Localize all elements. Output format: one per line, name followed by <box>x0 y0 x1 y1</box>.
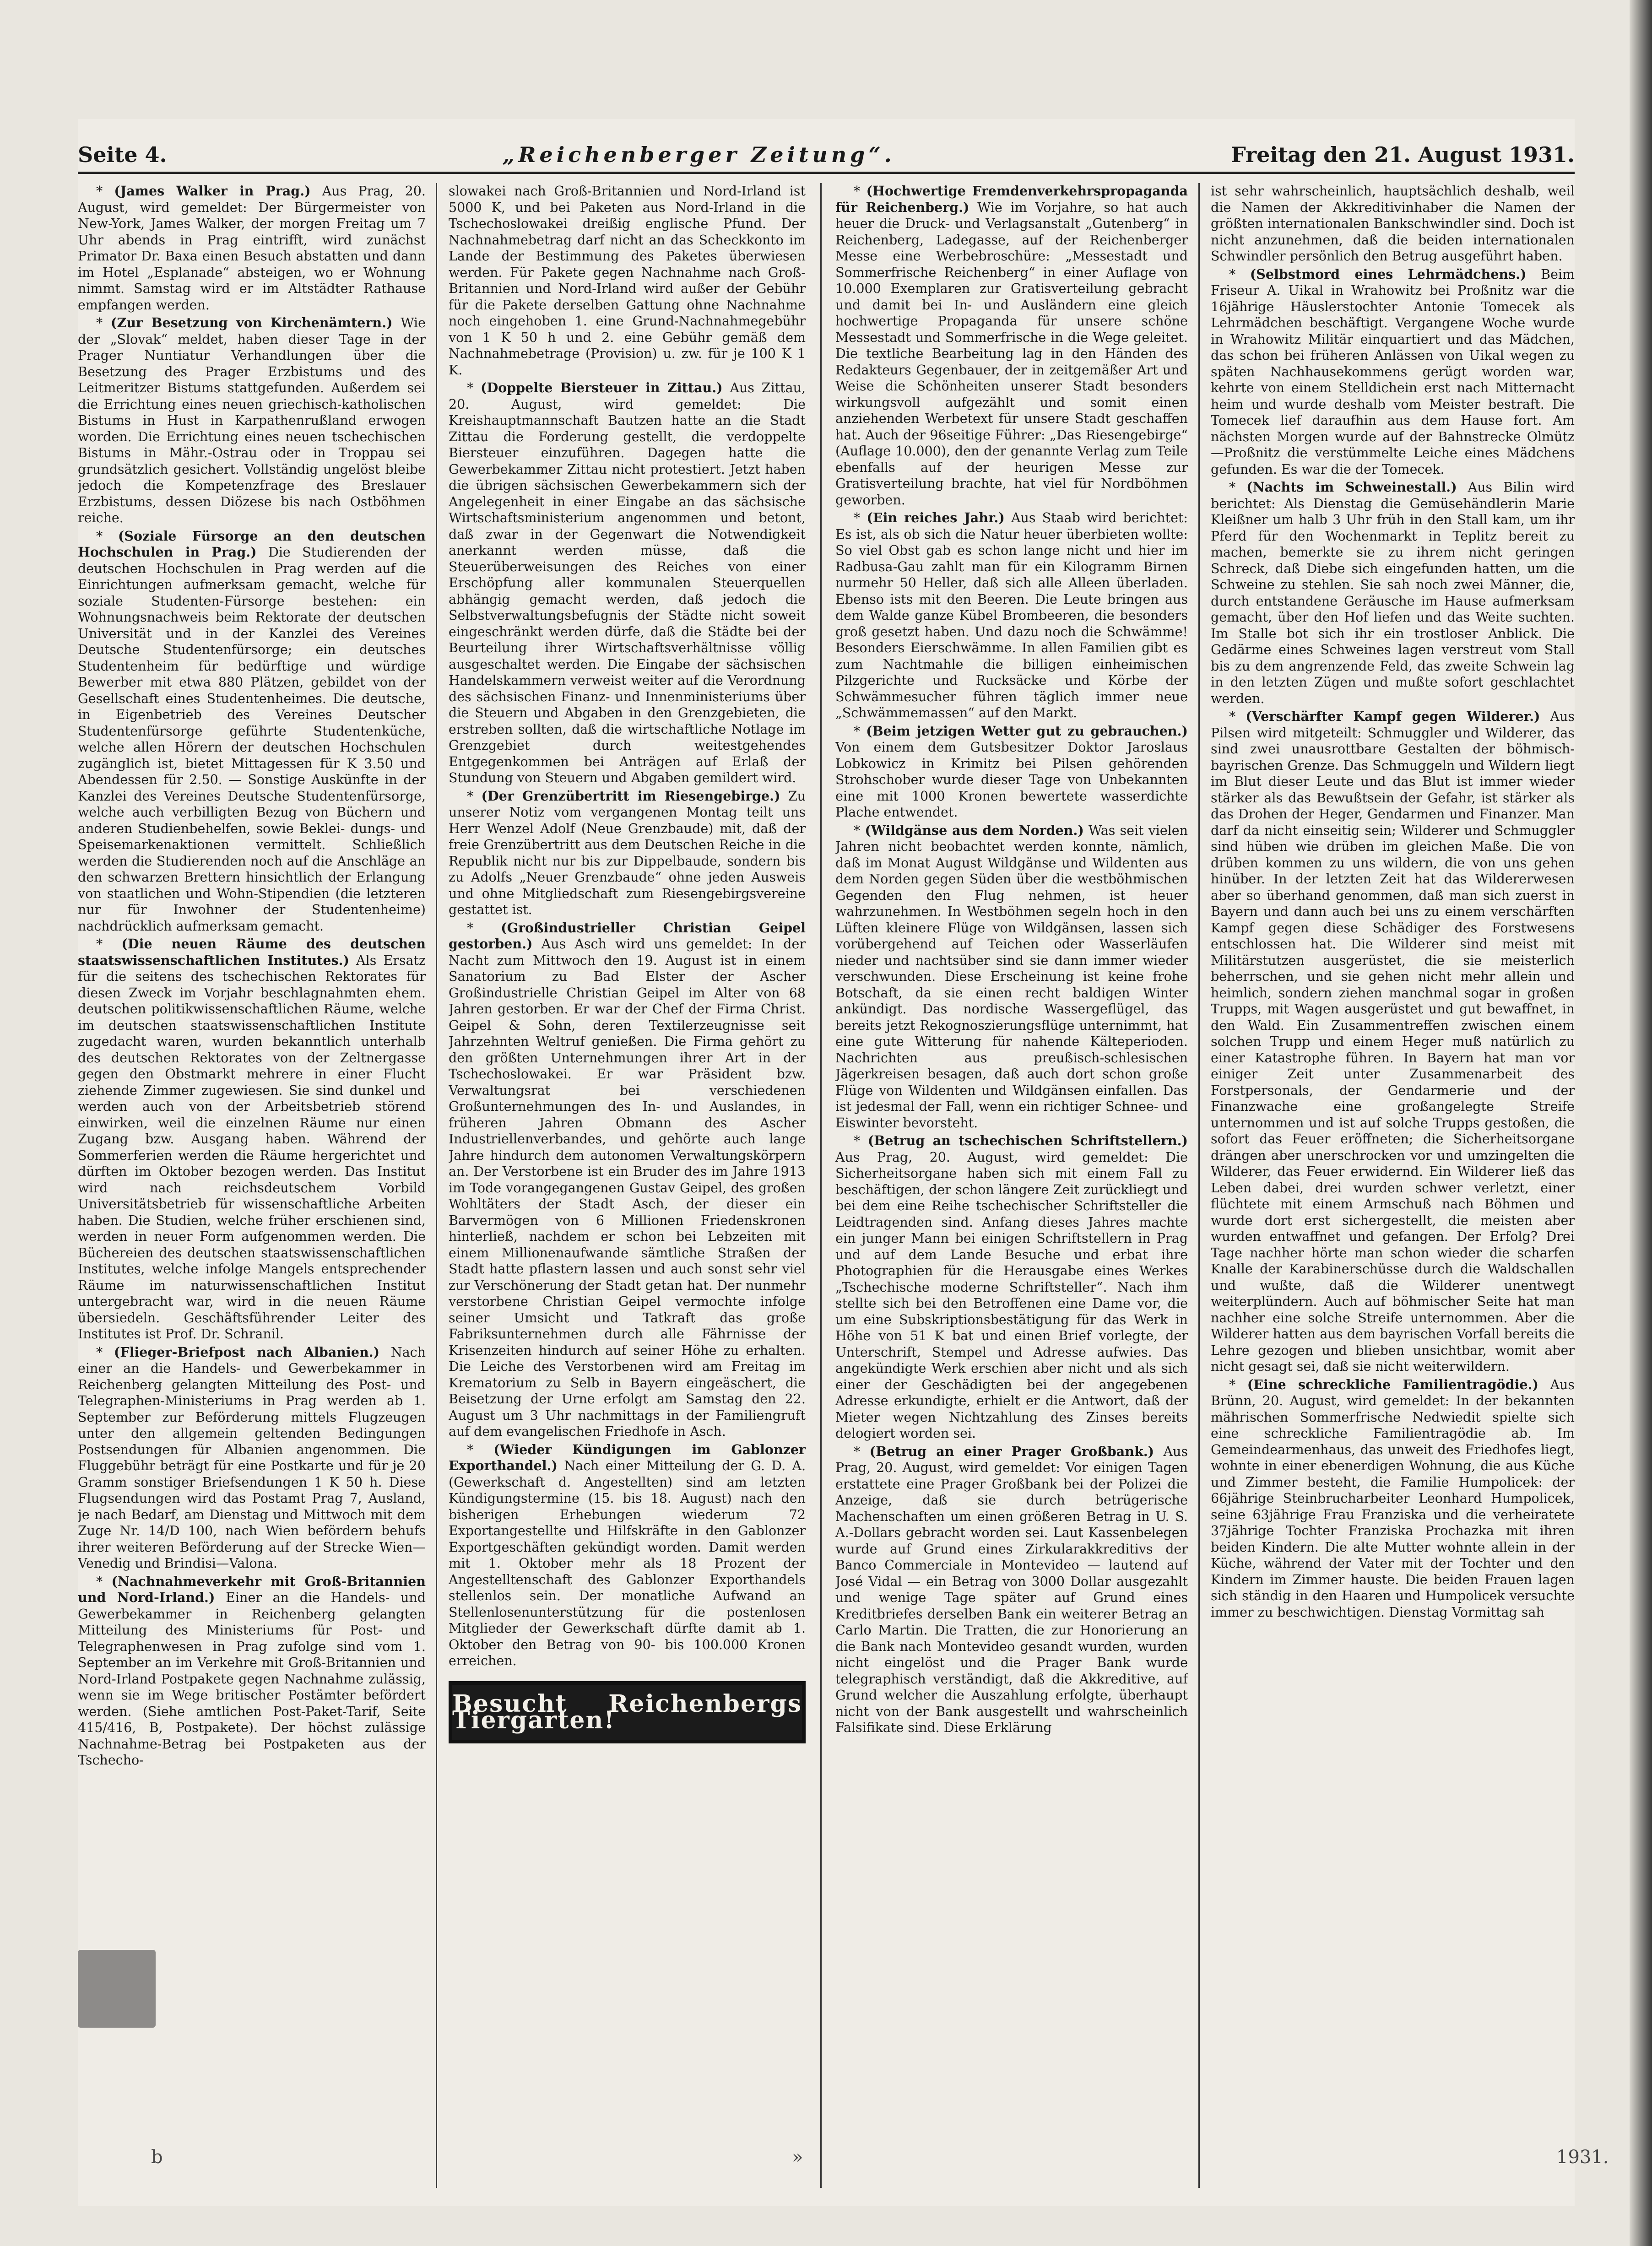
article-text: ist sehr wahrscheinlich, hauptsächlich deshalb, weil die Namen der Akkreditivinhaber die Namen der größten internationalen Bankschwindler sind. Doch ist nicht anzunehmen, daß die beiden internationalen Schwindler persönlich den Betrug ausgeführt haben. <box>1211 184 1575 264</box>
article-headline: (Ein reiches Jahr.) <box>867 510 1005 525</box>
article: * (Wildgänse aus dem Norden.) Was seit vielen Jahren nicht beobachtet werden konnte, nämlich, daß im Monat August Wildgänse und Wildenten aus dem Norden gegen Süden über die westböhmischen Gegenden den Flug nehmen, ist heuer wahrzunehmen. In Westböhmen segeln hoch in den Lüften kleinere Flüge von Wildgänsen, lassen sich vorübergehend auf Teichen oder Wasserläufen nieder und nachtsüber sind sie dann immer wieder verschwunden. Diese Erscheinung ist keine frohe Botschaft, da sie einen recht baldigen Winter ankündigt. Das nordische Wassergeflügel, das bereits jetzt Rekognoszierungsflüge unternimmt, hat eine gute Witterung für nahende Kälteperioden. Nachrichten aus preußisch-schlesischen Jägerkreisen besagen, daß auch dort schon große Flüge von Wildenten und Wildgänsen einfallen. Das ist jedesmal der Fall, wenn ein richtiger Schnee- und Eiswinter bevorsteht. <box>835 822 1188 1131</box>
ink-smudge <box>78 1950 156 2028</box>
running-head <box>78 119 1575 174</box>
article-text: Aus Brünn, 20. August, wird gemeldet: In der bekannten mährischen Sommerfrische Nedwiedit spielte sich eine schreckliche Familientragödie ab. Im Gemeindearmenhaus, das unweit des Friedhofes liegt, wohnte in einer ebenerdigen Wohnung, die aus Küche und Zimmer besteht, die Familie Humpolicek: der 66jährige Steinbrucharbeiter Leonhard Humpolicek, seine 63jährige Frau Franziska und die verheiratete 37jährige Tochter Franziska Prochazka mit ihren beiden Kindern. Die alte Mutter wohnte allein in der Küche, während der Vater mit der Tochter und den Kindern im Zimmer hauste. Die beiden Frauen lagen sich ständig in den Haaren und Humpolicek versuchte immer zu beschwichtigen. Dienstag Vormittag sah <box>1211 1377 1575 1620</box>
article: * (Beim jetzigen Wetter gut zu gebrauchen.) Von einem dem Gutsbesitzer Doktor Jaroslaus Lobkowicz in Krimitz bei Pilsen gehörenden Strohschober wurde dieser Tage von Unbekannten eine mit 1000 Kronen bewertete wasserdichte Plache entwendet. <box>835 723 1188 820</box>
article-headline: (Doppelte Biersteuer in Zittau.) <box>481 380 723 395</box>
article-text: Aus Pilsen wird mitgeteilt: Schmuggler und Wilderer, das sind zwei unausrottbare Gestalten der böhmisch-bayrischen Grenze. Das Schmuggeln und Wildern liegt im Blut dieser Leute und das Blut ist immer wieder stärker als das Bewußtsein der Gefahr, ist stärker als das Drohen der Heger, Gendarmen und Finanzer. Man darf da nicht einseitig sein; Wilderer und Schmuggler sind hüben wie drüben im gleichen Maße. Die von drüben kommen zu uns wildern, die von uns gehen hinüber. In der letzten Zeit hat das Wildererwesen aber so überhand genommen, daß man sich zuerst in Bayern und dann auch bei uns zu einem verschärften Kampf gegen diese Schädiger des Forstwesens entschlossen hat. Die Wilderer sind meist mit Militärstutzen ausgerüstet, die sie meisterlich beherrschen, und sie gehen nicht mehr allein und heimlich, sondern ziehen manchmal sogar in großen Trupps, mit Wagen ausgerüstet und gut bewaffnet, in den Wald. Ein Zusammentreffen zwischen einem solchen Trupp und einem Heger muß natürlich zu einer Katastrophe führen. In Bayern hat man vor einiger Zeit unter Zusammenarbeit des Forstpersonals, der Gendarmerie und der Finanzwache eine großangelegte Streife unternommen und ist auf solche Trupps gestoßen, die sofort das Feuer eröffneten; die Sicherheitsorgane drängen aber unerschrocken vor und umzingelten die Wilderer, das Feuer erwidernd. Ein Wilderer ließ das Leben dabei, drei wurden schwer verletzt, einer flüchtete mit einem Armschuß nach Böhmen und wurde dort erst sichergestellt, die meisten aber wurden entwaffnet und gefangen. Der Erfolg? Drei Tage nachher hörte man schon wieder die scharfen Knalle der Karabinerschüsse durch die Waldschallen und wußte, daß die Wilderer unentwegt weiterplündern. Auch auf böhmischer Seite hat man nachher eine solche Streife unternommen. Aber die Wilderer hatten aus dem bayrischen Vorfall bereits die Lehre gezogen und blieben unsichtbar, womit aber nicht gesagt sei, daß sie nicht weiterwildern. <box>1211 709 1575 1374</box>
article: * (Betrug an tschechischen Schriftstellern.) Aus Prag, 20. August, wird gemeldet: Die Sicherheitsorgane haben sich mit einem Fall zu beschäftigen, der schon längere Zeit zurückliegt und bei dem eine Reihe tschechischer Schriftsteller die Leidtragenden sind. Anfang dieses Jahres machte ein junger Mann bei einigen Schriftstellern in Prag und auf dem Lande Besuche und erbat ihre Photographien für die Herausgabe eines Werkes „Tschechische moderne Schriftsteller“. Nach ihm stellte sich bei den Betroffenen eine Dame vor, die um eine Subskriptionsbestätigung für das Werk in Höhe von 51 K bat und einen Brief vorlegte, der Unterschrift, Stempel und Adresse aufwies. Das angekündigte Werk erschien aber nicht und als sich einer der Geschädigten bei der angegebenen Adresse erkundigte, erhielt er die Antwort, daß der Mieter wegen Nichtzahlung des Zinses bereits delogiert worden sei. <box>835 1133 1188 1441</box>
article: * (Betrug an einer Prager Großbank.) Aus Prag, 20. August, wird gemeldet: Vor einigen Tagen erstattete eine Prager Großbank bei der Polizei die Anzeige, daß sie durch betrügerische Machenschaften um einen größeren Betrag in U. S. A.-Dollars gebracht worden sei. Laut Kassenbelegen wurde auf Grund eines Zirkularakkreditivs der Banco Commerciale in Montevideo — lautend auf José Vidal — ein Betrag von 3000 Dollar ausgezahlt und wenige Tage später auf Grund eines Kreditbriefes derselben Bank ein weiterer Betrag an Carlo Martin. Die Tratten, die zur Honorierung an die Bank nach Montevideo gesandt wurden, wurden nicht eingelöst und die Prager Bank wurde telegraphisch verständigt, daß die Akkreditive, auf Grund welcher die Auszahlung erfolgte, überhaupt nicht von der Bank ausgestellt und wahrscheinlich Falsifikate sind. Diese Erklärung <box>835 1443 1188 1735</box>
article-text: Nach einer Mitteilung der G. D. A. (Gewerkschaft d. Angestellten) sind am letzten Kündigungstermine (15. bis 18. August) nach den bisherigen Erhebungen wiederum 72 Exportangestellte und Hilfskräfte in den Gablonzer Exportgeschäften gekündigt worden. Damit werden mit 1. Oktober mehr als 18 Prozent der Angestelltenschaft des Gablonzer Exporthandels stellenlos sein. Der monatliche Aufwand an Stellenlosenunterstützung für die postenlosen Mitglieder der Gewerkschaft dürfte damit ab 1. Oktober den Betrag von 90- bis 100.000 Kronen erreichen. <box>449 1458 806 1668</box>
article: * (James Walker in Prag.) Aus Prag, 20. August, wird gemeldet: Der Bürgermeister von New-York, James Walker, der morgen Freitag um 7 Uhr abends in Prag eintrifft, wird zunächst Primator Dr. Baxa einen Besuch abstatten und dann im Hotel „Esplanade“ absteigen, wo er Wohnung nimmt. Samstag wird er im Altstädter Rathause empfangen werden. <box>78 183 426 313</box>
column-3 <box>835 183 1188 2188</box>
article: * (Doppelte Biersteuer in Zittau.) Aus Zittau, 20. August, wird gemeldet: Die Kreishauptmannschaft Bautzen hatte an die Stadt Zittau die Forderung gestellt, die verdoppelte Biersteuer einzuführen. Dagegen hatte die Gewerbekammer Zittau nicht protestiert. Jetzt haben die übrigen sächsischen Gewerbekammern sich der Angelegenheit in einer Eingabe an das sächsische Wirtschaftsministerium angenommen und betont, daß zwar in der Gegenwart die Notwendigkeit anerkannt werden müsse, daß die Steuerüberweisungen des Reiches von einer Erschöpfung aller kommunalen Steuerquellen abhängig gemacht werden, daß jedoch die Selbstverwaltungsbefugnis der Städte nicht soweit eingeschränkt werden dürfe, daß die Städte bei der Beurteilung ihrer Wirtschaftsverhältnisse völlig ausgeschaltet werden. Die Eingabe der sächsischen Handelskammern verweist weiter auf die Verordnung des sächsischen Finanz- und Innenministeriums über die Steuern und Abgaben in den Grenzgebieten, die erstreben sollten, daß die wirtschaftliche Notlage im Grenzgebiet durch weitestgehendes Entgegenkommen bei Anträgen auf Erlaß der Stundung von Steuern und Abgaben gemildert wird. <box>449 380 806 785</box>
column-rule <box>820 183 822 2188</box>
article-text: Von einem dem Gutsbesitzer Doktor Jaroslaus Lobkowicz in Krimitz bei Pilsen gehörenden Strohschober wurde dieser Tage von Unbekannten eine mit 1000 Kronen bewertete wasserdichte Plache entwendet. <box>835 740 1188 820</box>
article-text: Aus Prag, 20. August, wird gemeldet: Die Sicherheitsorgane haben sich mit einem Fall zu beschäftigen, der schon längere Zeit zurückliegt und bei dem eine Reihe tschechischer Schriftsteller die Leidtragenden sind. Anfang dieses Jahres machte ein junger Mann bei einigen Schriftstellern in Prag und auf dem Lande Besuche und erbat ihre Photographien für die Herausgabe eines Werkes „Tschechische moderne Schriftsteller“. Nach ihm stellte sich bei den Betroffenen eine Dame vor, die um eine Subskriptionsbestätigung für das Werk in Höhe von 51 K bat und einen Brief vorlegte, der Unterschrift, Stempel und Adresse aufwies. Das angekündigte Werk erschien aber nicht und als sich einer der Geschädigten bei der angegebenen Adresse erkundigte, erhielt er die Antwort, daß der Mieter wegen Nichtzahlung des Zinses bereits delogiert worden sei. <box>835 1149 1188 1441</box>
article-text: Was seit vielen Jahren nicht beobachtet werden konnte, nämlich, daß im Monat August Wildgänse und Wildenten aus dem Norden gegen Süden über die westböhmischen Gegenden den Flug nehmen, ist heuer wahrzunehmen. In Westböhmen segeln hoch in den Lüften kleinere Flüge von Wildgänsen, lassen sich vorübergehend auf Teichen oder Wasserläufen nieder und nachtsüber sind sie dann immer wieder verschwunden. Diese Erscheinung ist keine frohe Botschaft, da sie einen recht baldigen Winter ankündigt. Das nordische Wassergeflügel, das bereits jetzt Rekognoszierungsflüge unternimmt, hat eine gute Witterung für nahende Kälteperioden. Nachrichten aus preußisch-schlesischen Jägerkreisen besagen, daß auch dort schon große Flüge von Wildenten und Wildgänsen einfallen. Das ist jedesmal der Fall, wenn ein richtiger Schnee- und Eiswinter bevorsteht. <box>835 823 1188 1131</box>
article-headline: (Betrug an einer Prager Großbank.) <box>869 1443 1154 1459</box>
article-text: Aus Bilin wird berichtet: Als Dienstag die Gemüsehändlerin Marie Kleißner um halb 3 Uhr früh in den Stall kam, um ihr Pferd für den Wochenmarkt in Teplitz bereit zu machen, bemerkte sie zu ihrem nicht geringen Schreck, daß Diebe sich eingefunden hatten, um die Schweine zu stehlen. Sie sah noch zwei Männer, die, durch entstandene Geräusche im Hause aufmerksam gemacht, über den Hof liefen und das Weite suchten. Im Stalle bot sich ihr ein trostloser Anblick. Die Gedärme eines Schweines lagen verstreut vom Stall bis zu dem angrenzende Feld, das zweite Schwein lag in den letzten Zügen und mußte sofort geschlachtet werden. <box>1211 480 1575 706</box>
article-text: Beim Friseur A. Uikal in Wrahowitz bei Proßnitz war die 16jährige Häuslerstochter Antonie Tomecek als Lehrmädchen beschäftigt. Vergangene Woche wurde in Wrahowitz Militär einquartiert und das Mädchen, das schon bei früheren Anlässen von Uikal wegen zu späten Nachhausekommens gerügt worden war, kehrte von einem Stelldichein erst nach Mitternacht heim und wurde deshalb vom Meister bestraft. Die Tomecek lief daraufhin aus dem Hause fort. Am nächsten Morgen wurde auf der Bahnstrecke Olmütz—Proßnitz die verstümmelte Leiche eines Mädchens gefunden. Es war die der Tomecek. <box>1211 266 1575 477</box>
article-headline: (James Walker in Prag.) <box>114 183 311 199</box>
article-text: Einer an die Handels- und Gewerbekammer in Reichenberg gelangten Mitteilung des Ministeriums für Post- und Telegraphenwesen in Prag zufolge sind vom 1. September an im Verkehre mit Groß-Britannien und Nord-Irland Postpakete gegen Nachnahme zulässig, wenn sie im Wege britischer Postämter befördert werden. (Siehe amtlichen Post-Paket-Tarif, Seite 415/416, B, Postpakete). Der höchst zulässige Nachnahme-Betrag bei Postpaketen aus der Tschecho- <box>78 1590 426 1768</box>
page-edge-shadow <box>1630 0 1652 2246</box>
article: * (Zur Besetzung von Kirchenämtern.) Wie der „Slovak“ meldet, haben dieser Tage in der Prager Nuntiatur Verhandlungen über die Besetzung des Prager Erzbistums und des Leitmeritzer Bistums stattgefunden. Außerdem sei die Errichtung eines neuen griechisch-katholischen Bistums in Hust in Karpathenrußland erwogen worden. Die Errichtung eines neuen tschechischen Bistums in Mähr.-Ostrau oder in Troppau sei grundsätzlich gesichert. Vollständig ungelöst bleibe jedoch die Kompetenzfrage des Breslauer Erzbistums, dessen Diözese bis nach Ostböhmen reiche. <box>78 315 426 525</box>
article-text: Nach einer an die Handels- und Gewerbekammer in Reichenberg gelangten Mitteilung des Post- und Telegraphen-Ministeriums in Prag werden ab 1. September zur Beförderung mittels Flugzeugen unter den allgemein geltenden Bedingungen Postsendungen für Albanien angenommen. Die Fluggebühr beträgt für eine Postkarte und für je 20 Gramm sonstiger Briefsendungen 1 K 50 h. Diese Flugsendungen wird das Postamt Prag 7, Ausland, je nach Bedarf, am Dienstag und Mittwoch mit dem Zuge Nr. 14/D 100, nach Wien befördern behufs ihrer weiteren Beförderung auf der Strecke Wien—Venedig und Brindisi—Valona. <box>78 1344 426 1571</box>
article-headline: (Selbstmord eines Lehrmädchens.) <box>1250 266 1527 282</box>
article-headline: (Nachts im Schweinestall.) <box>1246 479 1457 495</box>
article-headline: (Die neuen Räume des deutschen staatswissenschaftlichen Institutes.) <box>78 936 426 968</box>
tiergarten-advertisement: Besucht Reichenbergs Tiergarten! <box>449 1681 806 1743</box>
article-text: Aus Prag, 20. August, wird gemeldet: Vor einigen Tagen erstattete eine Prager Großbank bei der Polizei die Anzeige, daß sie durch betrügerische Machenschaften um einen größeren Betrag in U. S. A.-Dollars gebracht worden sei. Laut Kassenbelegen wurde auf Grund eines Zirkularakkreditivs der Banco Commerciale in Montevideo — lautend auf José Vidal — ein Betrag von 3000 Dollar ausgezahlt und wenige Tage später auf Grund eines Kreditbriefes derselben Bank ein weiterer Betrag an Carlo Martin. Die Tratten, die zur Honorierung an die Bank nach Montevideo gesandt wurden, wurden nicht eingelöst und die Prager Bank wurde telegraphisch verständigt, daß die Akkreditive, auf Grund welcher die Auszahlung erfolgte, überhaupt nicht von der Bank ausgestellt und wahrscheinlich Falsifikate sind. Diese Erklärung <box>835 1444 1188 1735</box>
article-headline: (Wildgänse aus dem Norden.) <box>865 822 1084 838</box>
article-text: Die Studierenden der deutschen Hochschulen in Prag werden auf die Einrichtungen aufmerksam gemacht, welche für soziale Studenten-Fürsorge bestehen: ein Wohnungsnachweis beim Rektorate der deutschen Universität und in der Kanzlei des Vereines Deutsche Studentenfürsorge; ein deutsches Studentenheim für bedürftige und würdige Bewerber mit etwa 880 Plätzen, gebildet von der Gesellschaft eines Studentenheimes. Die deutsche, in Eigenbetrieb des Vereines Deutscher Studentenfürsorge geführte Studentenküche, welche allen Hörern der deutschen Hochschulen zugänglich ist, bietet Mittagessen für K 3.50 und Abendessen für 2.50. — Sonstige Auskünfte in der Kanzlei des Vereines Deutsche Studentenfürsorge, welche auch verbilligten Bezug von Büchern und anderen Studienbehelfen, sowie Beklei- dungs- und Speisemarkenaktionen vermittelt. Schließlich werden die Studierenden noch auf die Anschläge an den schwarzen Brettern hinsichtlich der Erlangung von staatlichen und Wohn-Stipendien (die letzteren nur für Inwohner der Studentenheime) nachdrücklich aufmerksam gemacht. <box>78 545 426 934</box>
article: * (Eine schreckliche Familientragödie.) Aus Brünn, 20. August, wird gemeldet: In der bekannten mährischen Sommerfrische Nedwiedit spielte sich eine schreckliche Familientragödie ab. Im Gemeindearmenhaus, das unweit des Friedhofes liegt, wohnte in einer ebenerdigen Wohnung, die aus Küche und Zimmer besteht, die Familie Humpolicek: der 66jährige Steinbrucharbeiter Leonhard Humpolicek, seine 63jährige Frau Franziska und die verheiratete 37jährige Tochter Franziska Prochazka mit ihren beiden Kindern. Die alte Mutter wohnte allein in der Küche, während der Vater mit der Tochter und den Kindern im Zimmer hauste. Die beiden Frauen lagen sich ständig in den Haaren und Humpolicek versuchte immer zu beschwichtigen. Dienstag Vormittag sah <box>1211 1376 1575 1620</box>
article-headline: (Der Grenzübertritt im Riesengebirge.) <box>481 788 780 804</box>
article-text: Wie im Vorjahre, so hat auch heuer die Druck- und Verlagsanstalt „Gutenberg“ in Reichenberg, Ladegasse, auf der Reichenberger Messe eine Werbebroschüre: „Messestadt und Sommerfrische Reichenberg“ in einer Auflage von 10.000 Exemplaren zur Gratisverteilung gebracht und damit bei In- und Ausländern eine gleich hochwertige Propaganda für unsere schöne Messestadt und Sommerfrische in die Wege geleitet. Die textliche Bearbeitung lag in den Händen des Redakteurs Gegenbauer, der in zeitgemäßer Art und Weise die Schönheiten unserer Stadt besonders wirkungsvoll aufgezählt und somit einen anziehenden Werbetext für unsere Stadt geschaffen hat. Auch der 96seitige Führer: „Das Riesengebirge“ (Auflage 10.000), den der genannte Verlag zum Teile ebenfalls auf der heurigen Messe zur Gratisverteilung brachte, hat viel für Nordböhmen geworben. <box>835 200 1188 508</box>
article-text: Als Ersatz für die seitens des tschechischen Rektorates für diesen Zweck im Vorjahr beschlagnahmten ehem. deutschen politikwissenschaftlichen Räume, welche im deutschen staatswissenschaftlichen Institute zugedacht waren, wurden bekanntlich unterhalb des deutschen Rektorates von der Zeltnergasse gegen den Obstmarkt mehrere in einer Flucht ziehende Zimmer zugewiesen. Sie sind dunkel und werden auch von der Arbeitsbetrieb störend einwirken, weil die einzelnen Räume nur einen Zugang bzw. Ausgang haben. Während der Sommerferien werden die Räume hergerichtet und dürften im Oktober bezogen werden. Das Institut wird nach reichsdeutschem Vorbild Universitätsbetrieb für wissenschaftliche Arbeiten haben. Die Studien, welche früher erschienen sind, werden in neuer Form aufgenommen werden. Die Büchereien des deutschen staatswissenschaftlichen Institutes, welche infolge Mangels entsprechender Räume im naturwissenschaftlichen Institut untergebracht war, wird in die neuen Räume übersiedeln. Geschäftsführender Leiter des Institutes ist Prof. Dr. Schranil. <box>78 953 426 1342</box>
article <box>449 183 806 378</box>
article: * (Hochwertige Fremdenverkehrspropaganda für Reichenberg.) Wie im Vorjahre, so hat auch heuer die Druck- und Verlagsanstalt „Gutenberg“ in Reichenberg, Ladegasse, auf der Reichenberger Messe eine Werbebroschüre: „Messestadt und Sommerfrische Reichenberg“ in einer Auflage von 10.000 Exemplaren zur Gratisverteilung gebracht und damit bei In- und Ausländern eine gleich hochwertige Propaganda für unsere schöne Messestadt und Sommerfrische in die Wege geleitet. Die textliche Bearbeitung lag in den Händen des Redakteurs Gegenbauer, der in zeitgemäßer Art und Weise die Schönheiten unserer Stadt besonders wirkungsvoll aufgezählt und somit einen anziehenden Werbetext für unsere Stadt geschaffen hat. Auch der 96seitige Führer: „Das Riesengebirge“ (Auflage 10.000), den der genannte Verlag zum Teile ebenfalls auf der heurigen Messe zur Gratisverteilung brachte, hat viel für Nordböhmen geworben. <box>835 183 1188 508</box>
article: * (Nachts im Schweinestall.) Aus Bilin wird berichtet: Als Dienstag die Gemüsehändlerin Marie Kleißner um halb 3 Uhr früh in den Stall kam, um ihr Pferd für den Wochenmarkt in Teplitz bereit zu machen, bemerkte sie zu ihrem nicht geringen Schreck, daß Diebe sich eingefunden hatten, um die Schweine zu stehlen. Sie sah noch zwei Männer, die, durch entstandene Geräusche im Hause aufmerksam gemacht, über den Hof liefen und das Weite suchten. Im Stalle bot sich ihr ein trostloser Anblick. Die Gedärme eines Schweines lagen verstreut vom Stall bis zu dem angrenzende Feld, das zweite Schwein lag in den letzten Zügen und mußte sofort geschlachtet werden. <box>1211 479 1575 706</box>
issue-date: Freitag den 21. August 1931. <box>1231 142 1575 167</box>
column-2 <box>449 183 806 2188</box>
article-headline: (Soziale Fürsorge an den deutschen Hochschulen in Prag.) <box>78 528 426 560</box>
column-1 <box>78 183 426 2188</box>
column-4 <box>1211 183 1575 2188</box>
footer-mark-left: b <box>151 2147 163 2168</box>
masthead-title: „Reichenberger Zeitung“. <box>502 142 895 167</box>
article-headline: (Großindustrieller Christian Geipel gestorben.) <box>449 920 806 952</box>
article-headline: (Wieder Kündigungen im Gablonzer Exporthandel.) <box>449 1441 806 1473</box>
article-headline: (Flieger-Briefpost nach Albanien.) <box>114 1344 380 1360</box>
article-text: slowakei nach Groß-Britannien und Nord-Irland ist 5000 K, und bei Paketen aus Nord-Irland in die Tschechoslowakei dreißig englische Pfund. Der Nachnahmebetrag darf nicht an das Scheckkonto im Lande der Bestimmung des Paketes überwiesen werden. Für Pakete gegen Nachnahme nach Groß-Britannien und Nord-Irland wird außer der Gebühr für die Pakete derselben Gattung ohne Nachnahme noch eingehoben 1. eine Grund-Nachnahmegebühr von 1 K 50 h und 2. eine Gebühr gemäß dem Nachnahmebetrage (Provision) u. zw. für je 100 K 1 K. <box>449 184 806 378</box>
article <box>1211 183 1575 265</box>
page-number: Seite 4. <box>78 142 167 167</box>
article-headline: (Verschärfter Kampf gegen Wilderer.) <box>1246 709 1540 724</box>
article-headline: (Zur Besetzung von Kirchenämtern.) <box>110 315 393 330</box>
article-text: Zu unserer Notiz vom vergangenen Montag teilt uns Herr Wenzel Adolf (Neue Grenzbaude) mit, daß der freie Grenzübertritt aus dem Deutschen Reiche in die Republik nicht nur bis zur Dippelbaude, sondern bis zu Adolfs „Neuer Grenzbaude“ ohne jeden Ausweis und ohne Mitgliedschaft zum Riesengebirgsvereine gestattet ist. <box>449 788 806 917</box>
article-text: Aus Prag, 20. August, wird gemeldet: Der Bürgermeister von New-York, James Walker, der morgen Freitag um 7 Uhr abends in Prag eintrifft, wird zunächst Primator Dr. Baxa einen Besuch abstatten und dann im Hotel „Esplanade“ absteigen, wo er Wohnung nimmt. Samstag wird er im Altstädter Rathause empfangen werden. <box>78 184 426 313</box>
article-text: Wie der „Slovak“ meldet, haben dieser Tage in der Prager Nuntiatur Verhandlungen über die Besetzung des Prager Erzbistums und des Leitmeritzer Bistums stattgefunden. Außerdem sei die Errichtung eines neuen griechisch-katholischen Bistums in Hust in Karpathenrußland erwogen worden. Die Errichtung eines neuen tschechischen Bistums in Mähr.-Ostrau oder in Troppau sei grundsätzlich gesichert. Vollständig ungelöst bleibe jedoch die Kompetenzfrage des Breslauer Erzbistums, dessen Diözese bis nach Ostböhmen reiche. <box>78 315 426 525</box>
article-headline: (Eine schreckliche Familientragödie.) <box>1247 1376 1538 1392</box>
article: * (Die neuen Räume des deutschen staatswissenschaftlichen Institutes.) Als Ersatz für die seitens des tschechischen Rektorates für diesen Zweck im Vorjahr beschlagnahmten ehem. deutschen politikwissenschaftlichen Räume, welche im deutschen staatswissenschaftlichen Institute zugedacht waren, wurden bekanntlich unterhalb des deutschen Rektorates von der Zeltnergasse gegen den Obstmarkt mehrere in einer Flucht ziehende Zimmer zugewiesen. Sie sind dunkel und werden auch von der Arbeitsbetrieb störend einwirken, weil die einzelnen Räume nur einen Zugang bzw. Ausgang haben. Während der Sommerferien werden die Räume hergerichtet und dürften im Oktober bezogen werden. Das Institut wird nach reichsdeutschem Vorbild Universitätsbetrieb für wissenschaftliche Arbeiten haben. Die Studien, welche früher erschienen sind, werden in neuer Form aufgenommen werden. Die Büchereien des deutschen staatswissenschaftlichen Institutes, welche infolge Mangels entsprechender Räume im naturwissenschaftlichen Institut untergebracht war, wird in die neuen Räume übersiedeln. Geschäftsführender Leiter des Institutes ist Prof. Dr. Schranil. <box>78 936 426 1342</box>
footer-mark-right: 1931. <box>1556 2147 1609 2168</box>
article-text: Aus Asch wird uns gemeldet: In der Nacht zum Mittwoch den 19. August ist in einem Sanatorium zu Bad Elster der Ascher Großindustrielle Christian Geipel im Alter von 68 Jahren gestorben. Er war der Chef der Firma Christ. Geipel & Sohn, deren Textilerzeugnisse seit Jahrzehnten Weltruf genießen. Die Firma gehört zu den größten Unternehmungen ihrer Art in der Tschechoslowakei. Er war Präsident bzw. Verwaltungsrat bei verschiedenen Großunternehmungen des In- und Auslandes, in früheren Jahren Obmann des Ascher Industriellenverbandes, und gehörte auch lange Jahre hindurch dem autonomen Verwaltungskörpern an. Der Verstorbene ist ein Bruder des im Jahre 1913 im Tode vorangegangenen Gustav Geipel, des großen Wohltäters der Stadt Asch, der dieser ein Barvermögen von 6 Millionen Friedenskronen hinterließ, nachdem er schon bei Lebzeiten mit einem Millionenaufwande sämtliche Straßen der Stadt hatte pflastern lassen und auch sonst sehr viel zur Verschönerung der Stadt getan hat. Der nunmehr verstorbene Christian Geipel vermochte infolge seiner Umsicht und Tatkraft das große Fabriksunternehmen durch alle Fährnisse der Krisenzeiten hindurch auf seiner Höhe zu erhalten. Die Leiche des Verstorbenen wird am Freitag im Krematorium zu Selb in Bayern eingeäschert, die Beisetzung der Urne erfolgt am Samstag den 22. August um 3 Uhr nachmittags in der Familiengruft auf dem evangelischen Friedhofe in Asch. <box>449 936 806 1439</box>
article: * (Ein reiches Jahr.) Aus Staab wird berichtet: Es ist, als ob sich die Natur heuer überbieten wollte: So viel Obst gab es schon lange nicht und hier im Radbusa-Gau zahlt man für ein Kilogramm Birnen nurmehr 50 Heller, daß sich alle Alleen überladen. Ebenso ists mit den Beeren. Die Leute bringen aus dem Walde ganze Kübel Brombeeren, die besonders groß gesetzt haben. Und dazu noch die Schwämme! Besonders Eierschwämme. In allen Familien gibt es zum Nachtmahle die billigen einheimischen Pilzgerichte und Rucksäcke und Körbe der Schwämmesucher führen täglich immer neue „Schwämmemassen“ auf den Markt. <box>835 510 1188 720</box>
article-headline: (Nachnahmeverkehr mit Groß-Britannien und Nord-Irland.) <box>78 1573 426 1605</box>
article-headline: (Hochwertige Fremdenverkehrspropaganda für Reichenberg.) <box>835 183 1188 215</box>
article-text: Aus Zittau, 20. August, wird gemeldet: Die Kreishauptmannschaft Bautzen hatte an die Stadt Zittau die Forderung gestellt, die verdoppelte Biersteuer einzuführen. Dagegen hatte die Gewerbekammer Zittau nicht protestiert. Jetzt haben die übrigen sächsischen Gewerbekammern sich der Angelegenheit in einer Eingabe an das sächsische Wirtschaftsministerium angenommen und betont, daß zwar in der Gegenwart die Notwendigkeit anerkannt werden müsse, daß die Steuerüberweisungen des Reiches von einer Erschöpfung aller kommunalen Steuerquellen abhängig gemacht werden, daß jedoch die Selbstverwaltungsbefugnis der Städte nicht soweit eingeschränkt werden dürfe, daß die Städte bei der Beurteilung ihrer Wirtschaftsverhältnisse völlig ausgeschaltet werden. Die Eingabe der sächsischen Handelskammern verweist weiter auf die Verordnung des sächsischen Finanz- und Innenministeriums über die Steuern und Abgaben in den Grenzgebieten, die erstreben sollten, daß die wirtschaftliche Notlage im Grenzgebiet durch weitestgehendes Entgegenkommen bei Anträgen auf Erlaß der Stundung von Steuern und Abgaben gemildert wird. <box>449 380 806 785</box>
column-rule <box>436 183 437 2188</box>
article: * (Nachnahmeverkehr mit Groß-Britannien und Nord-Irland.) Einer an die Handels- und Gewerbekammer in Reichenberg gelangten Mitteilung des Ministeriums für Post- und Telegraphenwesen in Prag zufolge sind vom 1. September an im Verkehre mit Groß-Britannien und Nord-Irland Postpakete gegen Nachnahme zulässig, wenn sie im Wege britischer Postämter befördert werden. (Siehe amtlichen Post-Paket-Tarif, Seite 415/416, B, Postpakete). Der höchst zulässige Nachnahme-Betrag bei Postpaketen aus der Tschecho- <box>78 1573 426 1768</box>
article-headline: (Beim jetzigen Wetter gut zu gebrauchen.) <box>866 723 1188 739</box>
article-text: Aus Staab wird berichtet: Es ist, als ob sich die Natur heuer überbieten wollte: So viel Obst gab es schon lange nicht und hier im Radbusa-Gau zahlt man für ein Kilogramm Birnen nurmehr 50 Heller, daß sich alle Alleen überladen. Ebenso ists mit den Beeren. Die Leute bringen aus dem Walde ganze Kübel Brombeeren, die besonders groß gesetzt haben. Und dazu noch die Schwämme! Besonders Eierschwämme. In allen Familien gibt es zum Nachtmahle die billigen einheimischen Pilzgerichte und Rucksäcke und Körbe der Schwämmesucher führen täglich immer neue „Schwämmemassen“ auf den Markt. <box>835 510 1188 720</box>
column-rule <box>1198 183 1200 2188</box>
newspaper-page <box>78 119 1575 2206</box>
article: * (Verschärfter Kampf gegen Wilderer.) Aus Pilsen wird mitgeteilt: Schmuggler und Wilderer, das sind zwei unausrottbare Gestalten der böhmisch-bayrischen Grenze. Das Schmuggeln und Wildern liegt im Blut dieser Leute und das Blut ist immer wieder stärker als das Bewußtsein der Gefahr, ist stärker als das Drohen der Heger, Gendarmen und Finanzer. Man darf da nicht einseitig sein; Wilderer und Schmuggler sind hüben wie drüben im gleichen Maße. Die von drüben kommen zu uns wildern, die von uns gehen hinüber. In der letzten Zeit hat das Wildererwesen aber so überhand genommen, daß man sich zuerst in Bayern und dann auch bei uns zu einem verschärften Kampf gegen diese Schädiger des Forstwesens entschlossen hat. Die Wilderer sind meist mit Militärstutzen ausgerüstet, die sie meisterlich beherrschen, und sie gehen nicht mehr allein und heimlich, sondern ziehen manchmal sogar in großen Trupps, mit Wagen ausgerüstet und gut bewaffnet, in den Wald. Ein Zusammentreffen zwischen einem solchen Trupp und einem Heger muß natürlich zu einer Katastrophe führen. In Bayern hat man vor einiger Zeit unter Zusammenarbeit des Forstpersonals, der Gendarmerie und der Finanzwache eine großangelegte Streife unternommen und ist auf solche Trupps gestoßen, die sofort das Feuer eröffneten; die Sicherheitsorgane drängen aber unerschrocken vor und umzingelten die Wilderer, das Feuer erwidernd. Ein Wilderer ließ das Leben dabei, drei wurden schwer verletzt, einer flüchtete mit einem Armschuß nach Böhmen und wurde dort erst sichergestellt, die meisten aber wurden entwaffnet und gefangen. Der Erfolg? Drei Tage nachher hörte man schon wieder die scharfen Knalle der Karabinerschüsse durch die Waldschallen und wußte, daß die Wilderer unentwegt weiterplündern. Auch auf böhmischer Seite hat man nachher eine solche Streife unternommen. Aber die Wilderer hatten aus dem bayrischen Vorfall bereits die Lehre gezogen und blieben unsichtbar, womit aber nicht gesagt sei, daß sie nicht weiterwildern. <box>1211 709 1575 1374</box>
article-headline: (Betrug an tschechischen Schriftstellern.) <box>867 1133 1188 1148</box>
article: * (Selbstmord eines Lehrmädchens.) Beim Friseur A. Uikal in Wrahowitz bei Proßnitz war die 16jährige Häuslerstochter Antonie Tomecek als Lehrmädchen beschäftigt. Vergangene Woche wurde in Wrahowitz Militär einquartiert und das Mädchen, das schon bei früheren Anlässen von Uikal wegen zu späten Nachhausekommens gerügt worden war, kehrte von einem Stelldichein erst nach Mitternacht heim und wurde deshalb vom Meister bestraft. Die Tomecek lief daraufhin aus dem Hause fort. Am nächsten Morgen wurde auf der Bahnstrecke Olmütz—Proßnitz die verstümmelte Leiche eines Mädchens gefunden. Es war die der Tomecek. <box>1211 266 1575 477</box>
footer-mark-center: » <box>792 2147 803 2168</box>
article: * (Großindustrieller Christian Geipel gestorben.) Aus Asch wird uns gemeldet: In der Nacht zum Mittwoch den 19. August ist in einem Sanatorium zu Bad Elster der Ascher Großindustrielle Christian Geipel im Alter von 68 Jahren gestorben. Er war der Chef der Firma Christ. Geipel & Sohn, deren Textilerzeugnisse seit Jahrzehnten Weltruf genießen. Die Firma gehört zu den größten Unternehmungen ihrer Art in der Tschechoslowakei. Er war Präsident bzw. Verwaltungsrat bei verschiedenen Großunternehmungen des In- und Auslandes, in früheren Jahren Obmann des Ascher Industriellenverbandes, und gehörte auch lange Jahre hindurch dem autonomen Verwaltungskörpern an. Der Verstorbene ist ein Bruder des im Jahre 1913 im Tode vorangegangenen Gustav Geipel, des großen Wohltäters der Stadt Asch, der dieser ein Barvermögen von 6 Millionen Friedenskronen hinterließ, nachdem er schon bei Lebzeiten mit einem Millionenaufwande sämtliche Straßen der Stadt hatte pflastern lassen und auch sonst sehr viel zur Verschönerung der Stadt getan hat. Der nunmehr verstorbene Christian Geipel vermochte infolge seiner Umsicht und Tatkraft das große Fabriksunternehmen durch alle Fährnisse der Krisenzeiten hindurch auf seiner Höhe zu erhalten. Die Leiche des Verstorbenen wird am Freitag im Krematorium zu Selb in Bayern eingeäschert, die Beisetzung der Urne erfolgt am Samstag den 22. August um 3 Uhr nachmittags in der Familiengruft auf dem evangelischen Friedhofe in Asch. <box>449 920 806 1439</box>
article: * (Flieger-Briefpost nach Albanien.) Nach einer an die Handels- und Gewerbekammer in Reichenberg gelangten Mitteilung des Post- und Telegraphen-Ministeriums in Prag werden ab 1. September zur Beförderung mittels Flugzeugen unter den allgemein geltenden Bedingungen Postsendungen für Albanien angenommen. Die Fluggebühr beträgt für eine Postkarte und für je 20 Gramm sonstiger Briefsendungen 1 K 50 h. Diese Flugsendungen wird das Postamt Prag 7, Ausland, je nach Bedarf, am Dienstag und Mittwoch mit dem Zuge Nr. 14/D 100, nach Wien befördern behufs ihrer weiteren Beförderung auf der Strecke Wien—Venedig und Brindisi—Valona. <box>78 1344 426 1571</box>
article: * (Der Grenzübertritt im Riesengebirge.) Zu unserer Notiz vom vergangenen Montag teilt uns Herr Wenzel Adolf (Neue Grenzbaude) mit, daß der freie Grenzübertritt aus dem Deutschen Reiche in die Republik nicht nur bis zur Dippelbaude, sondern bis zu Adolfs „Neuer Grenzbaude“ ohne jeden Ausweis und ohne Mitgliedschaft zum Riesengebirgsvereine gestattet ist. <box>449 788 806 917</box>
article: * (Wieder Kündigungen im Gablonzer Exporthandel.) Nach einer Mitteilung der G. D. A. (Gewerkschaft d. Angestellten) sind am letzten Kündigungstermine (15. bis 18. August) nach den bisherigen Erhebungen wiederum 72 Exportangestellte und Hilfskräfte in den Gablonzer Exportgeschäften gekündigt worden. Damit werden mit 1. Oktober mehr als 18 Prozent der Angestelltenschaft des Gablonzer Exporthandels stellenlos sein. Der monatliche Aufwand an Stellenlosenunterstützung für die postenlosen Mitglieder der Gewerkschaft dürfte damit ab 1. Oktober den Betrag von 90- bis 100.000 Kronen erreichen. <box>449 1441 806 1668</box>
article: * (Soziale Fürsorge an den deutschen Hochschulen in Prag.) Die Studierenden der deutschen Hochschulen in Prag werden auf die Einrichtungen aufmerksam gemacht, welche für soziale Studenten-Fürsorge bestehen: ein Wohnungsnachweis beim Rektorate der deutschen Universität und in der Kanzlei des Vereines Deutsche Studentenfürsorge; ein deutsches Studentenheim für bedürftige und würdige Bewerber mit etwa 880 Plätzen, gebildet von der Gesellschaft eines Studentenheimes. Die deutsche, in Eigenbetrieb des Vereines Deutscher Studentenfürsorge geführte Studentenküche, welche allen Hörern der deutschen Hochschulen zugänglich ist, bietet Mittagessen für K 3.50 und Abendessen für 2.50. — Sonstige Auskünfte in der Kanzlei des Vereines Deutsche Studentenfürsorge, welche auch verbilligten Bezug von Büchern und anderen Studienbehelfen, sowie Beklei- dungs- und Speisemarkenaktionen vermittelt. Schließlich werden die Studierenden noch auf die Anschläge an den schwarzen Brettern hinsichtlich der Erlangung von staatlichen und Wohn-Stipendien (die letzteren nur für Inwohner der Studentenheime) nachdrücklich aufmerksam gemacht. <box>78 528 426 934</box>
